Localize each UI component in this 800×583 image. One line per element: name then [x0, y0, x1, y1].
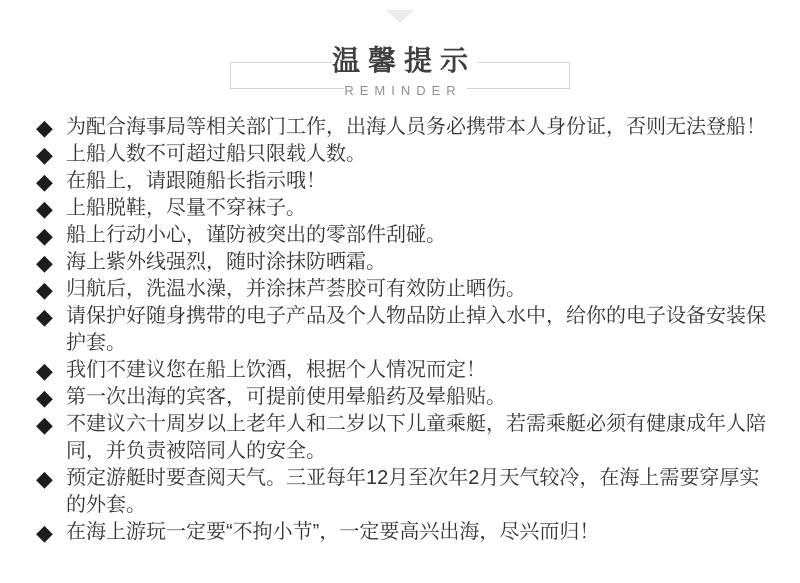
diamond-bullet-icon: ◆ — [36, 412, 53, 437]
diamond-bullet-icon: ◆ — [36, 196, 53, 221]
divider-line-right-vertical — [569, 62, 570, 89]
list-item-text: 我们不建议您在船上饮酒，根据个人情况而定！ — [66, 359, 486, 381]
list-item-text: 不建议六十周岁以上老年人和二岁以下儿童乘艇，若需乘艇必须有健康成年人陪同，并负责被陪同人的安全。 — [66, 413, 766, 462]
page-subtitle: REMINDER — [344, 83, 462, 98]
list-item-text: 船上行动小心，谨防被突出的零部件刮碰。 — [66, 224, 446, 246]
list-item-text: 为配合海事局等相关部门工作，出海人员务必携带本人身份证，否则无法登船！ — [66, 116, 766, 138]
list-item-text: 海上紫外线强烈，随时涂抹防晒霜。 — [66, 251, 386, 273]
list-item — [36, 168, 770, 195]
diamond-bullet-icon: ◆ — [36, 250, 53, 275]
list-item-text: 预定游艇时要查阅天气。三亚每年12月至次年2月天气较冷，在海上需要穿厚实的外套。 — [66, 467, 760, 516]
list-item — [36, 465, 770, 519]
divider-line-left-top — [230, 62, 332, 63]
diamond-bullet-icon: ◆ — [36, 520, 53, 545]
reminder-list — [36, 114, 770, 546]
diamond-bullet-icon: ◆ — [36, 115, 53, 140]
list-item — [36, 303, 770, 357]
diamond-bullet-icon: ◆ — [36, 466, 53, 491]
list-item — [36, 249, 770, 276]
triangle-down-icon — [386, 10, 414, 23]
diamond-bullet-icon: ◆ — [36, 304, 53, 329]
list-item — [36, 114, 770, 141]
list-item-text: 上船人数不可超过船只限载人数。 — [66, 143, 366, 165]
diamond-bullet-icon: ◆ — [36, 358, 53, 383]
list-item — [36, 411, 770, 465]
list-item-text: 归航后，洗温水澡，并涂抹芦荟胶可有效防止晒伤。 — [66, 278, 526, 300]
page-title: 温馨提示 — [331, 45, 476, 76]
diamond-bullet-icon: ◆ — [36, 223, 53, 248]
list-item-text: 请保护好随身携带的电子产品及个人物品防止掉入水中，给你的电子设备安装保护套。 — [66, 305, 766, 354]
list-item — [36, 384, 770, 411]
header — [230, 45, 570, 101]
diamond-bullet-icon: ◆ — [36, 142, 53, 167]
list-item — [36, 195, 770, 222]
list-item-text: 上船脱鞋，尽量不穿袜子。 — [66, 197, 306, 219]
diamond-bullet-icon: ◆ — [36, 277, 53, 302]
list-item — [36, 276, 770, 303]
list-item-text: 在海上游玩一定要“不拘小节”，一定要高兴出海，尽兴而归！ — [66, 521, 600, 543]
divider-line-left-vertical — [230, 62, 231, 89]
list-item-text: 在船上，请跟随船长指示哦！ — [66, 170, 326, 192]
list-item — [36, 519, 770, 546]
diamond-bullet-icon: ◆ — [36, 169, 53, 194]
divider-line-right-bottom — [467, 88, 570, 89]
divider-line-left-bottom — [230, 88, 344, 89]
list-item — [36, 222, 770, 249]
list-item — [36, 357, 770, 384]
list-item-text: 第一次出海的宾客，可提前使用晕船药及晕船贴。 — [66, 386, 506, 408]
diamond-bullet-icon: ◆ — [36, 385, 53, 410]
divider-line-right-top — [478, 62, 570, 63]
list-item — [36, 141, 770, 168]
